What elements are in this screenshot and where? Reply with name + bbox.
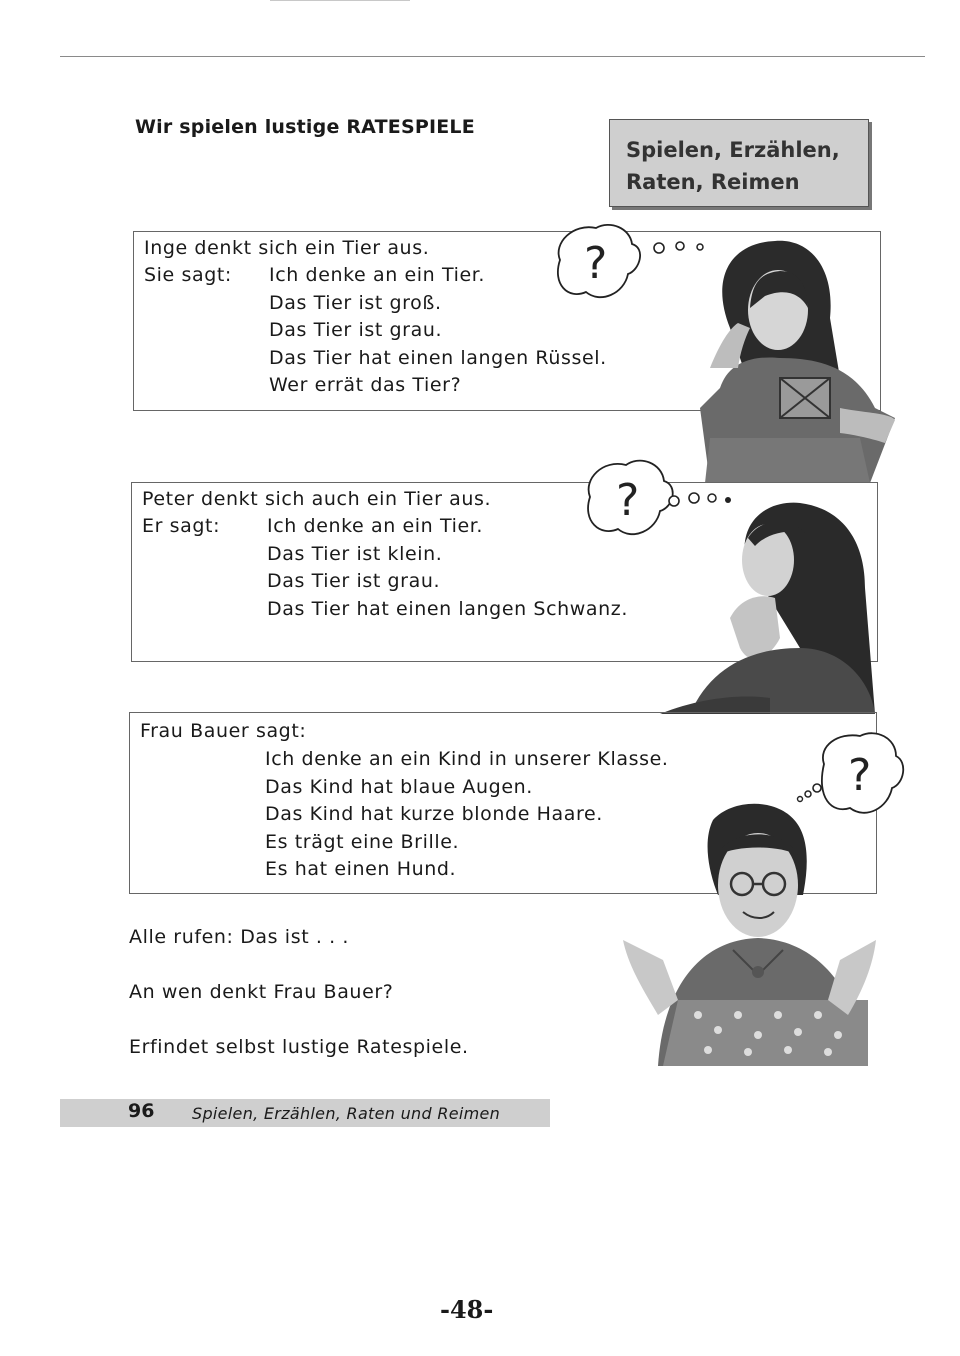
page-title: Wir spielen lustige RATESPIELE [135,116,475,138]
frau-bauer-photo [618,800,880,1066]
riddle1-line: Das Tier hat einen langen Rüssel. [269,346,607,369]
thought-question-mark: ? [616,475,640,526]
riddle3-line: Es trägt eine Brille. [265,830,460,853]
thought-question-mark: ? [584,238,608,289]
riddle1-line: Wer errät das Tier? [269,374,462,396]
riddle1-line: Das Tier ist groß. [269,291,442,314]
riddle2-speaker: Er sagt: [142,515,221,537]
riddle1-line: Ich denke an ein Tier. [269,264,486,286]
riddle3-intro: Frau Bauer sagt: [140,720,307,742]
riddle2-line: Das Tier ist klein. [267,542,443,565]
scan-page-number: -48- [440,1295,494,1324]
thought-question-mark: ? [848,750,872,801]
riddle3-line: Das Kind hat kurze blonde Haare. [265,803,603,825]
girl-photo [690,238,900,483]
question-alle-rufen: Alle rufen: Das ist . . . [129,926,350,948]
riddle3-line: Es hat einen Hund. [265,858,457,880]
question-erfindet: Erfindet selbst lustige Ratespiele. [129,1036,469,1058]
chapter-badge [609,119,869,207]
riddle2-line: Das Tier ist grau. [267,570,441,592]
riddle1-line: Das Tier ist grau. [269,319,443,341]
chapter-badge-line1: Spielen, Erzählen, [626,138,840,162]
riddle2-intro: Peter denkt sich auch ein Tier aus. [142,488,492,510]
header-rule [60,56,925,57]
riddle1-intro: Inge denkt sich ein Tier aus. [144,237,430,259]
riddle3-lines [265,746,669,884]
riddle1-speaker: Sie sagt: [144,264,232,286]
riddle3-line: Das Kind hat blaue Augen. [265,775,533,798]
riddle2-lines [267,513,628,623]
top-edge-line [270,0,410,1]
footer-chapter-text: Spielen, Erzählen, Raten und Reimen [192,1104,501,1123]
riddle2-line: Das Tier hat einen langen Schwanz. [267,597,628,620]
footer-page-number: 96 [128,1100,155,1122]
riddle3-line: Ich denke an ein Kind in unserer Klasse. [265,748,669,770]
riddle2-line: Ich denke an ein Tier. [267,515,484,537]
peter-photo [660,498,880,714]
question-an-wen: An wen denkt Frau Bauer? [129,981,394,1003]
chapter-badge-line2: Raten, Reimen [626,170,800,194]
